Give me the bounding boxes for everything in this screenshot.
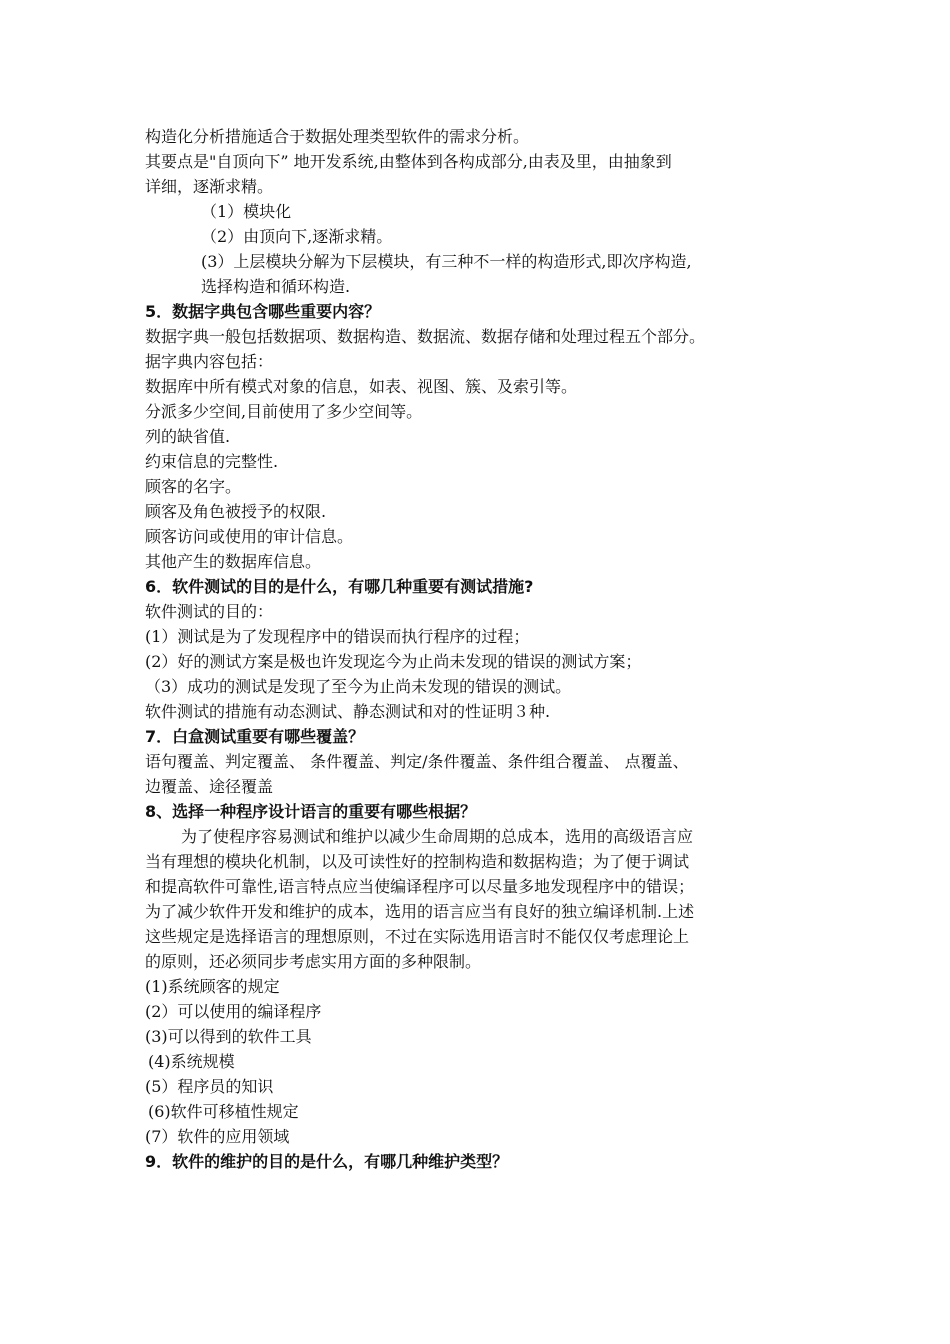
q5-line: 其他产生的数据库信息。 bbox=[145, 552, 322, 571]
intro-item-2: （2）由顶向下,逐渐求精。 bbox=[201, 227, 393, 246]
q8-heading: 8、选择一种程序设计语言的重要有哪些根据？ bbox=[145, 802, 477, 821]
q5-line: 约束信息的完整性. bbox=[145, 452, 279, 471]
q8-list-item: (7）软件的应用领域 bbox=[145, 1127, 290, 1146]
q5-line: 顾客访问或使用的审计信息。 bbox=[145, 527, 354, 546]
q8-para-line: 为了减少软件开发和维护的成本，选用的语言应当有良好的独立编译机制.上述 bbox=[145, 902, 695, 921]
q8-list-item: (6)软件可移植性规定 bbox=[148, 1102, 299, 1121]
q6-heading: 6．软件测试的目的是什么，有哪几种重要有测试措施? bbox=[145, 577, 534, 596]
q8-para-line: 为了使程序容易测试和维护以减少生命周期的总成本，选用的高级语言应 bbox=[181, 827, 694, 846]
intro-line-3: 详细，逐渐求精。 bbox=[145, 177, 274, 196]
q5-line: 分派多少空间,目前使用了多少空间等。 bbox=[145, 402, 423, 421]
intro-item-3-cont: 选择构造和循环构造. bbox=[201, 277, 351, 296]
q5-heading: 5．数据字典包含哪些重要内容？ bbox=[145, 302, 381, 321]
document-page bbox=[145, 124, 825, 1174]
q8-list-item: (3)可以得到的软件工具 bbox=[145, 1027, 312, 1046]
q8-para-line: 当有理想的模块化机制，以及可读性好的控制构造和数据构造；为了便于调试 bbox=[145, 852, 690, 871]
intro-line-2: 其要点是"自顶向下” 地开发系统,由整体到各构成部分,由表及里，由抽象到 bbox=[145, 152, 672, 171]
q8-para-line: 和提高软件可靠性,语言特点应当使编译程序可以尽量多地发现程序中的错误； bbox=[145, 877, 695, 896]
q6-line: 软件测试的目的： bbox=[145, 602, 274, 621]
q7-line: 边覆盖、途径覆盖 bbox=[145, 777, 274, 796]
q9-heading: 9．软件的维护的目的是什么，有哪几种维护类型？ bbox=[145, 1152, 509, 1171]
q6-line: (1）测试是为了发现程序中的错误而执行程序的过程； bbox=[145, 627, 530, 646]
intro-item-3: (3）上层模块分解为下层模块，有三种不一样的构造形式,即次序构造, bbox=[201, 252, 692, 271]
q5-line: 数据字典一般包括数据项、数据构造、数据流、数据存储和处理过程五个部分。 bbox=[145, 327, 706, 346]
q8-para-line: 的原则，还必须同步考虑实用方面的多种限制。 bbox=[145, 952, 482, 971]
q8-list-item: (4)系统规模 bbox=[148, 1052, 235, 1071]
q6-line: 软件测试的措施有动态测试、静态测试和对的性证明３种. bbox=[145, 702, 551, 721]
q6-line: (2）好的测试方案是极也许发现迄今为止尚未发现的错误的测试方案； bbox=[145, 652, 642, 671]
q7-line: 语句覆盖、判定覆盖、 条件覆盖、判定/条件覆盖、条件组合覆盖、 点覆盖、 bbox=[145, 752, 689, 771]
q8-list-item: (2）可以使用的编译程序 bbox=[145, 1002, 322, 1021]
q5-line: 列的缺省值. bbox=[145, 427, 231, 446]
q5-line: 顾客的名字。 bbox=[145, 477, 242, 496]
q8-list-item: (1)系统顾客的规定 bbox=[145, 977, 280, 996]
q5-line: 顾客及角色被授予的权限. bbox=[145, 502, 327, 521]
q6-line: （3）成功的测试是发现了至今为止尚未发现的错误的测试。 bbox=[145, 677, 572, 696]
q5-line: 据字典内容包括： bbox=[145, 352, 274, 371]
q7-heading: 7．白盒测试重要有哪些覆盖？ bbox=[145, 727, 365, 746]
intro-line-1: 构造化分析措施适合于数据处理类型软件的需求分析。 bbox=[145, 127, 530, 146]
q5-line: 数据库中所有模式对象的信息，如表、视图、簇、及索引等。 bbox=[145, 377, 578, 396]
q8-para-line: 这些规定是选择语言的理想原则，不过在实际选用语言时不能仅仅考虑理论上 bbox=[145, 927, 690, 946]
q8-list-item: (5）程序员的知识 bbox=[145, 1077, 274, 1096]
intro-item-1: （1）模块化 bbox=[201, 202, 292, 221]
